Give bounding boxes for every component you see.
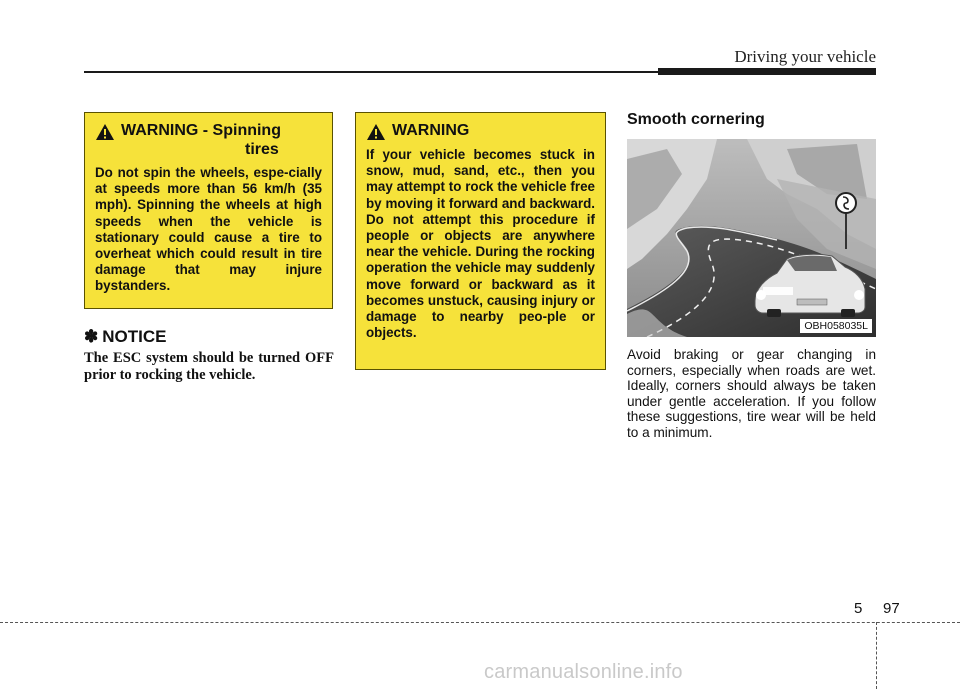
warning-text: If your vehicle becomes stuck in snow, mud, sand, etc., then you may attempt to rock the vehicle free by moving it forward and backward. Do not attempt this procedure if people or objects are anywhere near the vehicle. During the rocking operation the vehicle may suddenly move forward or backward as it becomes unstuck, causing injury or damage to nearby peo-ple or objects. — [366, 147, 595, 341]
notice-heading — [84, 327, 166, 347]
warning-title: WARNING — [392, 122, 470, 139]
chapter-number: 5 — [854, 600, 863, 617]
cornering-text: Avoid braking or gear changing in corners, especially when roads are wet. Ideally, corners should always be taken under gentle acceleration. If you follow these suggestions, tire wear will be held to a minimum. — [627, 347, 876, 440]
footer-divider — [876, 622, 877, 689]
notice-text: The ESC system should be turned OFF prior to rocking the vehicle. — [84, 350, 334, 383]
warning-heading — [95, 121, 322, 159]
warning-title-line1: WARNING - Spinning — [121, 122, 281, 139]
watermark-text: carmanualsonline.info — [484, 661, 683, 683]
footer-rule — [0, 622, 960, 623]
cornering-title: Smooth cornering — [627, 111, 765, 128]
warning-box-rocking — [355, 112, 606, 370]
cornering-illustration — [627, 139, 876, 337]
header-rule-accent — [658, 68, 876, 75]
warning-heading — [366, 121, 595, 141]
warning-title — [121, 121, 281, 159]
page-number: 97 — [883, 600, 900, 617]
cornering-photo — [627, 139, 876, 337]
warning-title-line2: tires — [245, 141, 279, 158]
warning-triangle-icon — [366, 123, 386, 141]
warning-triangle-icon — [95, 123, 115, 141]
photo-caption: OBH058035L — [800, 319, 872, 333]
notice-star-icon: ✽ — [84, 327, 99, 346]
warning-box-spinning-tires — [84, 112, 333, 309]
section-header-title: Driving your vehicle — [734, 47, 876, 66]
warning-text: Do not spin the wheels, espe-cially at speeds more than 56 km/h (35 mph). Spinning the wheels at high speeds when the vehicle is stationary could cause a tire to overheat which could result in tire damage that may injure bystanders. — [95, 165, 322, 294]
notice-title: NOTICE — [102, 327, 167, 346]
